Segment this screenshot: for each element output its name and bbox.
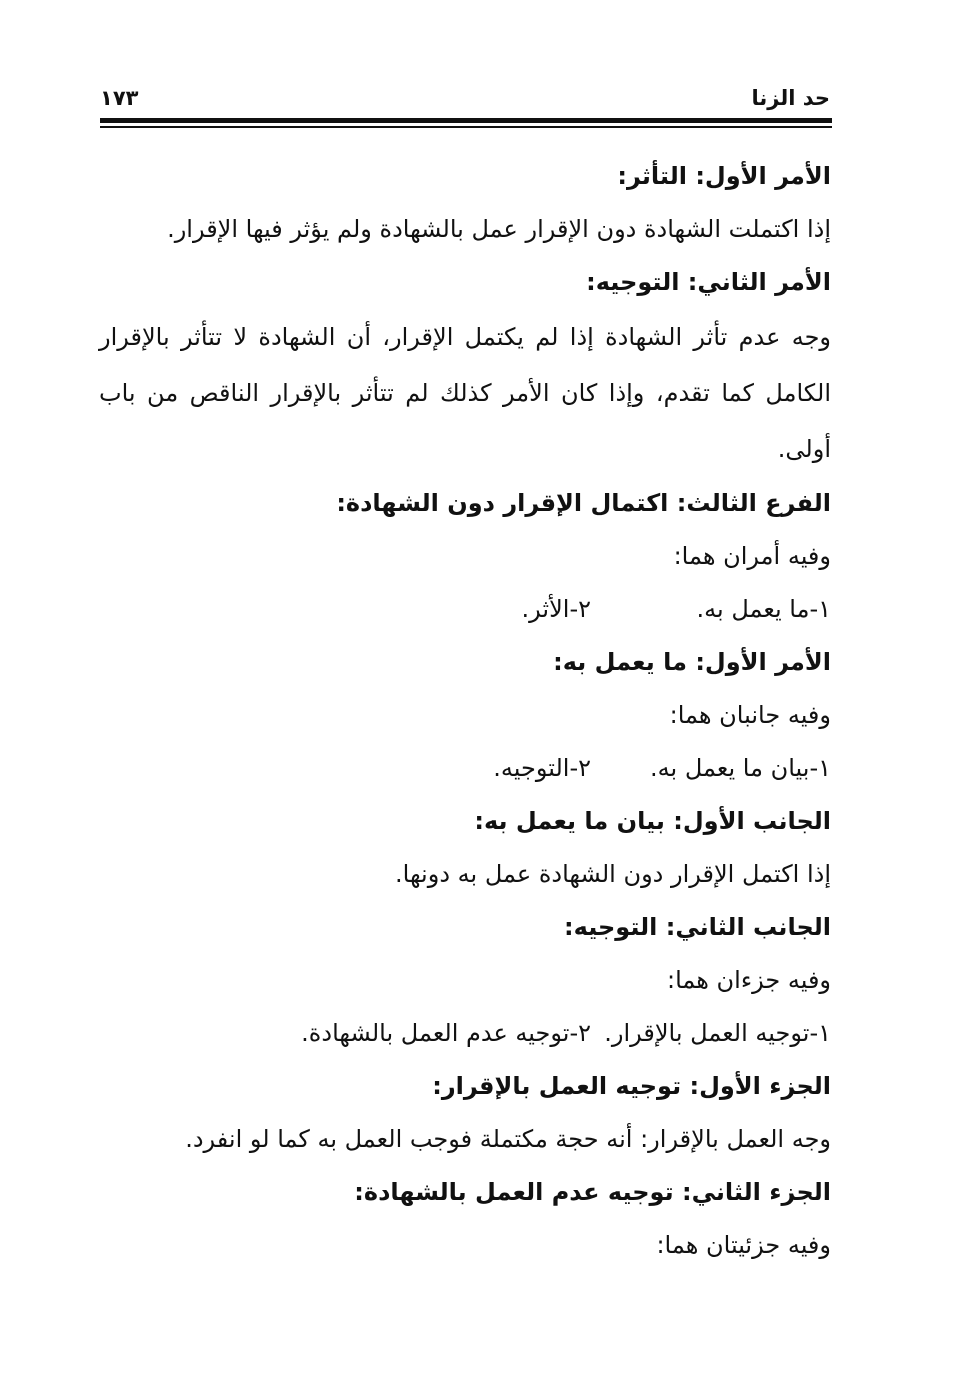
paragraph-what-applies: إذا اكتمل الإقرار دون الشهادة عمل به دونها. bbox=[395, 860, 831, 888]
header-rule-thin bbox=[100, 126, 832, 128]
heading-third-branch: الفرع الثالث: اكتمال الإقرار دون الشهادة: bbox=[336, 489, 831, 517]
list-item: ١-توجيه العمل بالإقرار. bbox=[604, 1019, 831, 1047]
heading-first-matter-effect: الأمر الأول: التأثر: bbox=[617, 162, 831, 190]
enumeration-list bbox=[99, 583, 831, 636]
intro-two-matters: وفيه أمران هما: bbox=[673, 542, 831, 570]
heading-first-matter-what-applies: الأمر الأول: ما يعمل به: bbox=[553, 648, 831, 676]
list-item: ٢-التوجيه. bbox=[493, 754, 591, 782]
heading-second-matter-justification: الأمر الثاني: التوجيه: bbox=[586, 268, 831, 296]
paragraph-line: الكامل كما تقدم، وإذا كان الأمر كذلك لم تتأثر بالإقرار الناقص من باب bbox=[99, 379, 831, 407]
intro-two-parts: وفيه جزءان هما: bbox=[666, 966, 831, 994]
paragraph-effect: إذا اكتملت الشهادة دون الإقرار عمل بالشهادة ولم يؤثر فيها الإقرار. bbox=[167, 215, 831, 243]
list-item: ٢-الأثر. bbox=[521, 595, 591, 623]
list-item: ١-بيان ما يعمل به. bbox=[650, 754, 831, 782]
paragraph-justification bbox=[99, 309, 831, 477]
page-body bbox=[99, 150, 831, 1272]
heading-second-part: الجزء الثاني: توجيه عدم العمل بالشهادة: bbox=[354, 1178, 831, 1206]
heading-first-part: الجزء الأول: توجيه العمل بالإقرار: bbox=[432, 1072, 831, 1100]
enumeration-list bbox=[99, 742, 831, 795]
paragraph-first-part: وجه العمل بالإقرار: أنه حجة مكتملة فوجب العمل به كما لو انفرد. bbox=[185, 1125, 831, 1153]
header-rule-thick bbox=[100, 118, 832, 123]
page-number: ١٧٣ bbox=[100, 86, 139, 110]
enumeration-list bbox=[99, 1007, 831, 1060]
paragraph-line: وجه عدم تأثر الشهادة إذا لم يكتمل الإقرار، أن الشهادة لا تتأثر بالإقرار bbox=[99, 323, 831, 351]
running-title: حد الزنا bbox=[751, 86, 830, 110]
running-header bbox=[100, 86, 830, 116]
heading-second-aspect: الجانب الثاني: التوجيه: bbox=[564, 913, 831, 941]
intro-two-subparts: وفيه جزئيتان هما: bbox=[656, 1231, 831, 1259]
list-item: ١-ما يعمل به. bbox=[696, 595, 831, 623]
intro-two-aspects: وفيه جانبان هما: bbox=[669, 701, 831, 729]
heading-first-aspect: الجانب الأول: بيان ما يعمل به: bbox=[474, 807, 831, 835]
list-item: ٢-توجيه عدم العمل بالشهادة. bbox=[301, 1019, 591, 1047]
paragraph-line: أولى. bbox=[777, 435, 831, 463]
